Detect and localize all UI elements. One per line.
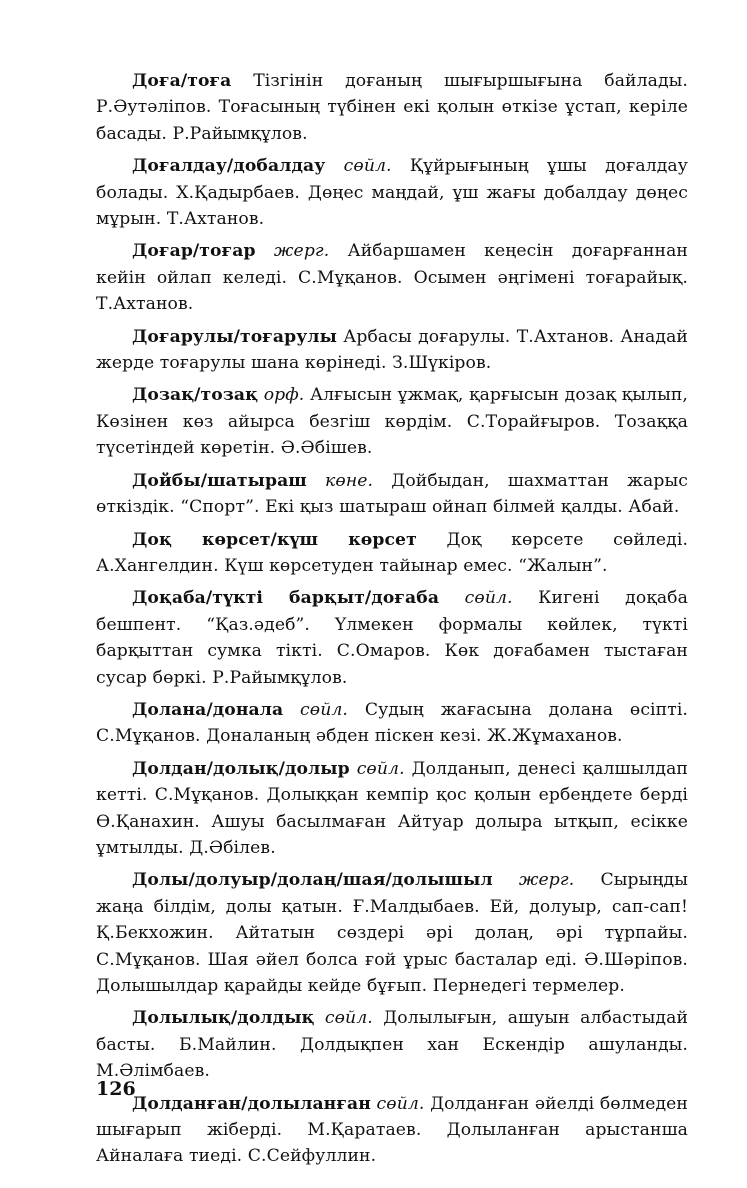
entry-text: Судың жағасына долана өсіпті. С.Мұқанов. Доналаның әбден піскен кезі. Ж.Жұмаханов. [96, 699, 688, 747]
entry-headword: Долданған/долыланған [132, 1093, 371, 1114]
entry-text: Долылығын, ашуын албастыдай басты. Б.Майлин. Долдықпен хан Ескендір ашуланды. М.Әлімбаев. [96, 1008, 688, 1082]
entry-headword: Дозақ/тозақ [132, 385, 259, 406]
entry-label: жерг. [273, 241, 330, 262]
entry-text: Долданып, денесі қалшылдап кетті. С.Мұқанов. Долыққан кемпір қос қолын ербеңдете берді Ө.Қанахин. Ашуы басылмаған Айтуар долыра ытқып, есікке ұмтылды. Д.Әбілев. [96, 758, 688, 858]
entry-text: Сырыңды жаңа білдім, долы қатын. Ғ.Малдыбаев. Ей, долуыр, сап-сап! Қ.Бекхожин. Айтатын сөздері әрі долаң, әрі тұрпайы. С.Мұқанов. Шая әйел болса ғой ұрыс басталар еді. Ә.Шәріпов. Долышылдар қарайды кейде бұғып. Пернедегі термелер. [96, 870, 688, 996]
dictionary-entry [96, 1091, 688, 1170]
entry-headword: Доғар/тоғар [132, 241, 256, 262]
dictionary-entry [96, 324, 688, 377]
dictionary-entry [96, 585, 688, 691]
entry-headword: Долы/долуыр/долаң/шая/долышыл [132, 870, 493, 891]
entry-text: Арбасы доғарулы. Т.Ахтанов. Анадай жерде тоғарулы шана көрінеді. З.Шүкіров. [96, 326, 688, 374]
dictionary-entry [96, 382, 688, 461]
entry-label: орф. [263, 385, 305, 406]
dictionary-entry [96, 68, 688, 147]
entry-headword: Долана/донала [132, 699, 284, 720]
entry-text: Айбаршамен кеңесін доғарғаннан кейін ойлап келеді. С.Мұқанов. Осымен әңгімені тоғарайық. Т.Ахтанов. [96, 241, 688, 315]
entry-text: Долданған әйелді бөлмеден шығарып жіберді. М.Қаратаев. Долыланған арыстанша Айналаға тиеді. С.Сейфуллин. [96, 1093, 688, 1167]
entry-label: сөйл. [464, 588, 513, 609]
dictionary-entry [96, 527, 688, 580]
dictionary-entry [96, 238, 688, 317]
dictionary-entry [96, 867, 688, 999]
entry-headword: Дойбы/шатыраш [132, 470, 307, 491]
entry-headword: Доқ көрсет/күш көрсет [132, 529, 417, 550]
entry-text: Алғысын ұжмақ, қарғысын дозақ қылып, Көзінен көз айырса безгіш көрдім. С.Торайғыров. Тозаққа түсетіндей көретін. Ә.Әбішев. [96, 385, 688, 459]
entry-label: жерг. [518, 870, 575, 891]
entry-headword: Доғарулы/тоғарулы [132, 326, 337, 347]
entry-headword: Доғалдау/добалдау [132, 156, 326, 177]
entry-label: сөйл. [343, 156, 392, 177]
entry-text: Дойбыдан, шахматтан жарыс өткіздік. “Спорт”. Екі қыз шатыраш ойнап білмей қалды. Абай. [96, 470, 688, 518]
entry-label: сөйл. [356, 758, 405, 779]
dictionary-page [96, 68, 688, 1176]
entry-label: сөйл. [376, 1093, 425, 1114]
entry-text: Кигені доқаба бешпент. “Қаз.әдеб”. Үлмекен формалы көйлек, түкті барқыттан сумка тікті. С.Омаров. Көк доғабамен тыстаған сусар бөркі. Р.Райымқұлов. [96, 588, 688, 688]
dictionary-entry [96, 756, 688, 862]
entry-headword: Доға/тоға [132, 71, 232, 91]
entry-headword: Долдан/долық/долыр [132, 758, 350, 779]
entry-label: сөйл. [300, 699, 348, 720]
entry-label: көне. [325, 470, 374, 491]
dictionary-entry [96, 1005, 688, 1084]
dictionary-entry [96, 468, 688, 521]
page-number: 126 [96, 1078, 136, 1100]
entry-text: Құйрығының ұшы доғалдау болады. Х.Қадырбаев. Дөңес маңдай, ұш жағы добалдау дөңес мұрын. Т.Ахтанов. [96, 156, 688, 230]
dictionary-entry [96, 153, 688, 232]
entry-headword: Долылық/долдық [132, 1008, 315, 1029]
entry-text: Тізгінін доғаның шығыршығына байлады. Р.Әутәліпов. Тоғасының түбінен екі қолын өткізе ұстап, керіле басады. Р.Райымқұлов. [96, 71, 688, 144]
entry-text: Доқ көрсете сөйледі. А.Хангелдин. Күш көрсетуден тайынар емес. “Жалын”. [96, 529, 689, 576]
entry-label: сөйл. [324, 1008, 373, 1029]
entry-headword: Доқаба/түкті барқыт/доғаба [132, 588, 440, 609]
dictionary-entry [96, 697, 688, 750]
